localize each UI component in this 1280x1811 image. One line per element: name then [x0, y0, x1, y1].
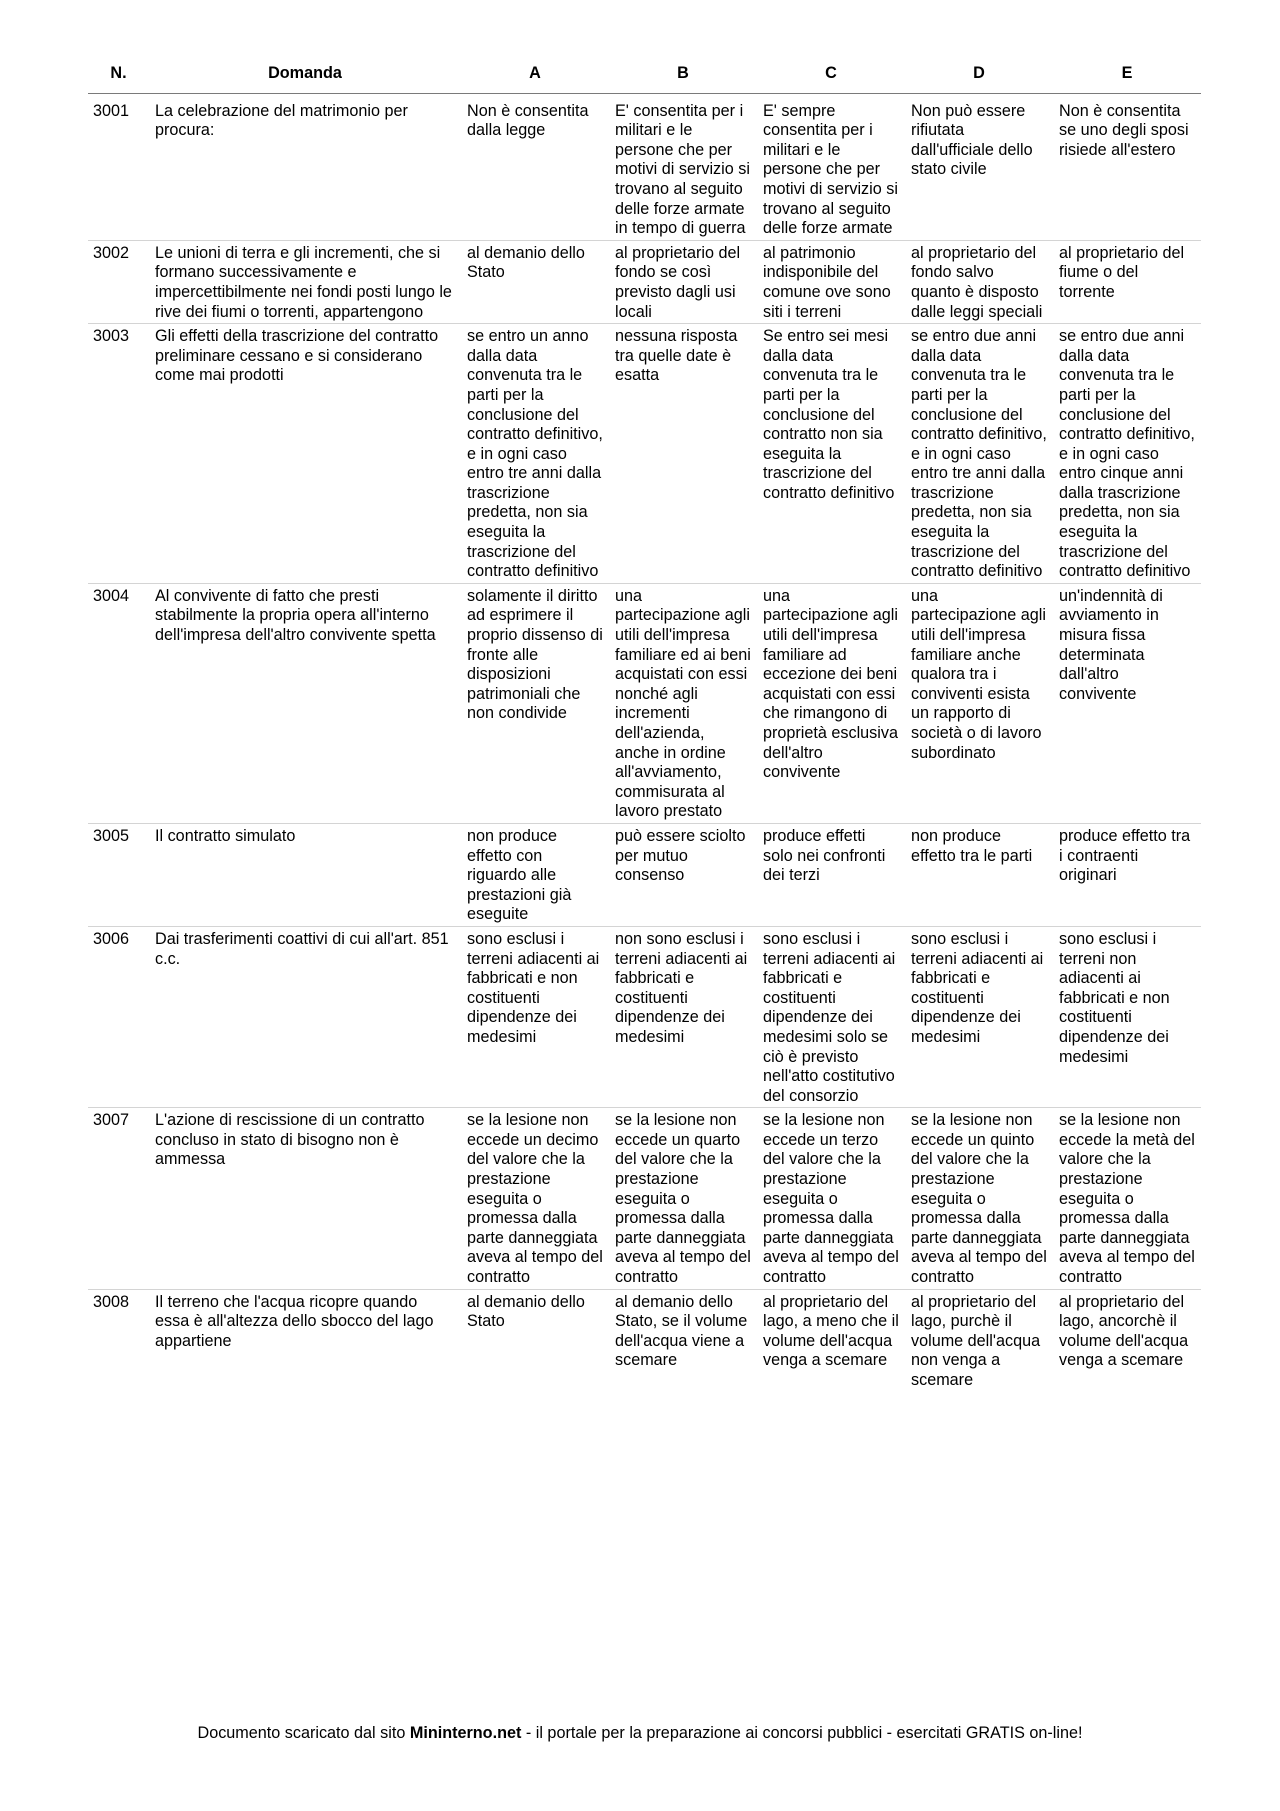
- answer-c: produce effetti solo nei confronti dei terzi: [757, 823, 905, 926]
- answer-b: al demanio dello Stato, se il volume dell'acqua viene a scemare: [615, 1292, 748, 1370]
- answer-e: se entro due anni dalla data convenuta tra le parti per la conclusione del contratto definitivo, e in ogni caso entro cinque anni dalla trascrizione predetta, non sia eseguita la trascrizione del contratto definitivo: [1053, 324, 1201, 584]
- header-option-a: A: [461, 60, 609, 93]
- table-row: [88, 583, 1201, 823]
- answer-d: al proprietario del lago, purchè il volume dell'acqua non venga a scemare: [911, 1292, 1041, 1389]
- answer-e: produce effetto tra i contraenti originari: [1053, 823, 1201, 926]
- answer-c: Se entro sei mesi dalla data convenuta tra le parti per la conclusione del contratto non sia eseguita la trascrizione del contratto definitivo: [757, 324, 905, 584]
- answer-b: non sono esclusi i terreni adiacenti ai fabbricati e costituenti dipendenze dei medesimi: [609, 926, 757, 1107]
- answer-e: Non è consentita se uno degli sposi risiede all'estero: [1053, 93, 1201, 240]
- footer-prefix: Documento scaricato dal sito: [197, 1724, 410, 1742]
- header-option-e: E: [1053, 60, 1201, 93]
- answer-b: E' consentita per i militari e le persone che per motivi di servizio si trovano al seguito delle forze armate in tempo di guerra: [609, 93, 757, 240]
- question-text: Il contratto simulato: [149, 823, 461, 926]
- question-text: La celebrazione del matrimonio per procura:: [149, 93, 461, 240]
- answer-d: una partecipazione agli utili dell'impresa familiare anche qualora tra i conviventi esista un rapporto di società o di lavoro subordinato: [905, 583, 1053, 823]
- answer-d: sono esclusi i terreni adiacenti ai fabbricati e costituenti dipendenze dei medesimi: [905, 926, 1053, 1107]
- quiz-table: [88, 60, 1201, 1392]
- answer-e: un'indennità di avviamento in misura fissa determinata dall'altro convivente: [1053, 583, 1201, 823]
- answer-a: al demanio dello Stato: [461, 240, 609, 323]
- table-row: [88, 823, 1201, 926]
- table-row: [88, 1108, 1201, 1289]
- header-question: Domanda: [149, 60, 461, 93]
- question-text: L'azione di rescissione di un contratto concluso in stato di bisogno non è ammessa: [149, 1108, 461, 1289]
- answer-a: solamente il diritto ad esprimere il proprio dissenso di fronte alle disposizioni patrimoniali che non condivide: [461, 583, 609, 823]
- table-row: [88, 926, 1201, 1107]
- question-number: 3005: [88, 823, 149, 926]
- answer-b: può essere sciolto per mutuo consenso: [609, 823, 757, 926]
- question-number: 3002: [88, 240, 149, 323]
- table-row: [88, 93, 1201, 240]
- answer-a: se entro un anno dalla data convenuta tra le parti per la conclusione del contratto definitivo, e in ogni caso entro tre anni dalla trascrizione predetta, non sia eseguita la trascrizione del contratto definitivo: [461, 324, 609, 584]
- answer-a: non produce effetto con riguardo alle prestazioni già eseguite: [461, 823, 609, 926]
- answer-c: se la lesione non eccede un terzo del valore che la prestazione eseguita o promessa dalla parte danneggiata aveva al tempo del contratto: [757, 1108, 905, 1289]
- answer-b: se la lesione non eccede un quarto del valore che la prestazione eseguita o promessa dalla parte danneggiata aveva al tempo del contratto: [609, 1108, 757, 1289]
- header-option-c: C: [757, 60, 905, 93]
- table-row: [88, 324, 1201, 584]
- answer-a: Non è consentita dalla legge: [461, 93, 609, 240]
- document-page: [88, 60, 1201, 1392]
- answer-a: se la lesione non eccede un decimo del valore che la prestazione eseguita o promessa dalla parte danneggiata aveva al tempo del contratto: [461, 1108, 609, 1289]
- answer-c: una partecipazione agli utili dell'impresa familiare ad eccezione dei beni acquistati con essi che rimangono di proprietà esclusiva dell'altro convivente: [757, 583, 905, 823]
- answer-a: al demanio dello Stato: [467, 1292, 585, 1331]
- answer-e: sono esclusi i terreni non adiacenti ai fabbricati e non costituenti dipendenze dei medesimi: [1053, 926, 1201, 1107]
- footer-site-link[interactable]: Mininterno.net: [409, 1724, 522, 1742]
- answer-b: al proprietario del fondo se così previsto dagli usi locali: [609, 240, 757, 323]
- table-row: [88, 1289, 1201, 1391]
- answer-d: al proprietario del fondo salvo quanto è disposto dalle leggi speciali: [905, 240, 1053, 323]
- question-number: 3008: [93, 1292, 130, 1311]
- table-header: [88, 60, 1201, 93]
- question-number: 3003: [88, 324, 149, 584]
- answer-e: se la lesione non eccede la metà del valore che la prestazione eseguita o promessa dalla parte danneggiata aveva al tempo del contratto: [1053, 1108, 1201, 1289]
- table-body: [88, 93, 1201, 1392]
- answer-c: al proprietario del lago, a meno che il volume dell'acqua venga a scemare: [763, 1292, 899, 1370]
- answer-b: una partecipazione agli utili dell'impresa familiare ed ai beni acquistati con essi nonché agli incrementi dell'azienda, anche in ordine all'avviamento, commisurata al lavoro prestato: [609, 583, 757, 823]
- answer-c: E' sempre consentita per i militari e le persone che per motivi di servizio si trovano al seguito delle forze armate: [757, 93, 905, 240]
- question-text: Dai trasferimenti coattivi di cui all'art. 851 c.c.: [149, 926, 461, 1107]
- question-number: 3001: [88, 93, 149, 240]
- question-text: Il terreno che l'acqua ricopre quando essa è all'altezza dello sbocco del lago appartiene: [155, 1292, 434, 1350]
- answer-d: se la lesione non eccede un quinto del valore che la prestazione eseguita o promessa dalla parte danneggiata aveva al tempo del contratto: [905, 1108, 1053, 1289]
- header-row: [88, 60, 1201, 93]
- page-footer: [0, 1723, 1280, 1743]
- question-text: Gli effetti della trascrizione del contratto preliminare cessano e si considerano come mai prodotti: [149, 324, 461, 584]
- answer-e: al proprietario del fiume o del torrente: [1053, 240, 1201, 323]
- question-number: 3006: [88, 926, 149, 1107]
- answer-c: sono esclusi i terreni adiacenti ai fabbricati e costituenti dipendenze dei medesimi solo se ciò è previsto nell'atto costitutivo del consorzio: [757, 926, 905, 1107]
- question-text: Al convivente di fatto che presti stabilmente la propria opera all'interno dell'impresa dell'altro convivente spetta: [149, 583, 461, 823]
- header-number: N.: [88, 60, 149, 93]
- answer-b: nessuna risposta tra quelle date è esatta: [609, 324, 757, 584]
- question-number: 3007: [88, 1108, 149, 1289]
- question-number: 3004: [88, 583, 149, 823]
- answer-d: non produce effetto tra le parti: [905, 823, 1053, 926]
- question-text: Le unioni di terra e gli incrementi, che si formano successivamente e impercettibilmente nei fondi posti lungo le rive dei fiumi o torrenti, appartengono: [149, 240, 461, 323]
- answer-e: al proprietario del lago, ancorchè il volume dell'acqua venga a scemare: [1059, 1292, 1189, 1370]
- footer-suffix: - il portale per la preparazione ai concorsi pubblici - esercitati GRATIS on-line!: [521, 1724, 1083, 1742]
- answer-d: se entro due anni dalla data convenuta tra le parti per la conclusione del contratto definitivo, e in ogni caso entro tre anni dalla trascrizione predetta, non sia eseguita la trascrizione del contratto definitivo: [905, 324, 1053, 584]
- answer-a: sono esclusi i terreni adiacenti ai fabbricati e non costituenti dipendenze dei medesimi: [461, 926, 609, 1107]
- header-option-b: B: [609, 60, 757, 93]
- table-row: [88, 240, 1201, 323]
- answer-c: al patrimonio indisponibile del comune ove sono siti i terreni: [757, 240, 905, 323]
- answer-d: Non può essere rifiutata dall'ufficiale dello stato civile: [905, 93, 1053, 240]
- header-option-d: D: [905, 60, 1053, 93]
